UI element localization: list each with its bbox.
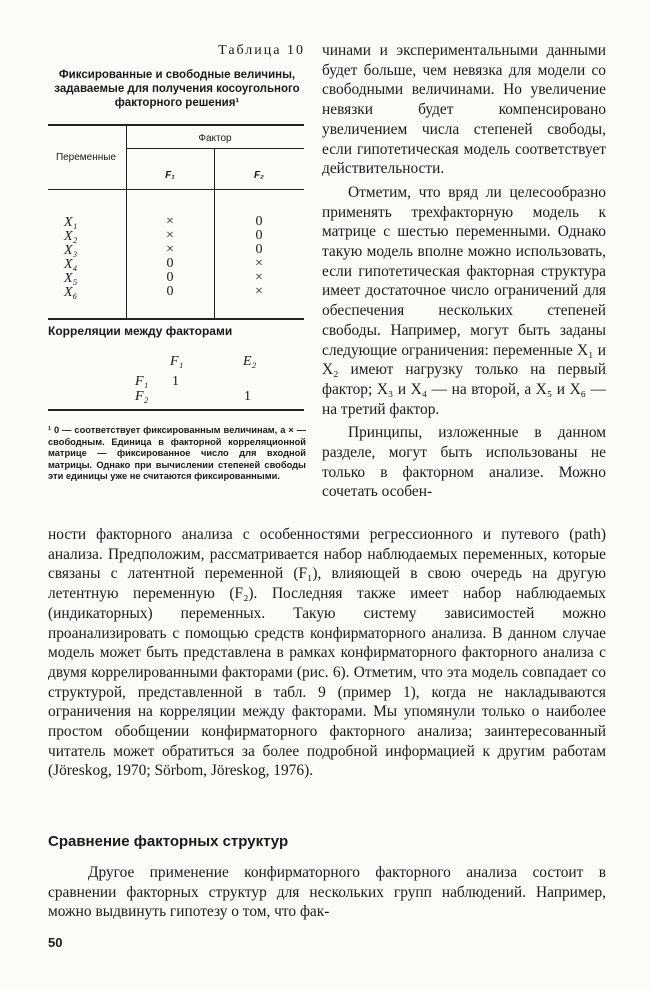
- table-bottom-rule: [48, 318, 304, 320]
- row-f2: ×: [255, 256, 263, 271]
- table-footnote: ¹ 0 — соответствует фиксированным величинам, а × — свободным. Единица в факторной корреляционной матрице — фиксированное число для входной матрицы. Однако при вычислении степеней свободы эти единицы уже не считаются фиксированными.: [48, 425, 306, 481]
- row-f2: ×: [255, 270, 263, 285]
- row-f2: ×: [255, 284, 263, 299]
- paragraph: Отметим, что вряд ли целесообразно применять трехфакторную модель к матрице с шестью переменными. Однако такую модель вполне можно использовать, если гипотетическая факторная структура имеет достаточное число ограничений для обеспечения нескольких степеней свободы. Например, могут быть заданы следующие ограничения: переменные X₁ и X₂ имеют нагрузку только на первый фактор; X₃ и X₄ — на второй, а X₅ и X₆ — на третий фактор.: [322, 183, 606, 418]
- corr-bottom-rule: [48, 409, 304, 411]
- factor-table: [48, 124, 304, 319]
- page-number: 50: [48, 935, 63, 950]
- paragraph: чинами и экспериментальными данными будет больше, чем невязка для модели со свободными величинами. Но увеличение невязки будет компенсировано увеличением числа степеней свободы, если гипотетическая модель соответствует действительности.: [322, 42, 606, 178]
- row-var: X₂: [64, 229, 78, 244]
- factor-f1-header: F₁: [165, 170, 175, 181]
- corr-col-e2: E₂: [243, 354, 257, 369]
- row-f1: ×: [166, 228, 174, 243]
- paragraph: Принципы, изложенные в данном разделе, могут быть использованы не только в факторном анализе. Можно сочетать особен-: [322, 424, 606, 501]
- row-f1: ×: [166, 242, 174, 257]
- row-var: X₃: [64, 243, 78, 258]
- variables-header: Переменные: [55, 152, 117, 163]
- row-var: X₁: [64, 215, 78, 230]
- table-top-rule: [48, 124, 304, 126]
- table-caption: Таблица 10: [218, 43, 305, 58]
- header-bottom-rule: [48, 189, 304, 190]
- factor-header: Фактор: [198, 133, 232, 144]
- row-var: X₅: [64, 271, 78, 286]
- section-heading: Сравнение факторных структур: [48, 833, 289, 850]
- corr-row-f1: F₁: [135, 374, 149, 389]
- corr-row-f2: F₂: [135, 389, 149, 404]
- row-f1: 0: [166, 270, 174, 285]
- row-f1: 0: [166, 284, 174, 299]
- row-f2: 0: [255, 242, 263, 257]
- row-f1: 0: [166, 256, 174, 271]
- row-f2: 0: [255, 214, 263, 229]
- corr-value-11: 1: [172, 374, 179, 389]
- right-column-text: [322, 41, 606, 502]
- row-var: X₆: [64, 285, 78, 300]
- row-f1: ×: [166, 214, 174, 229]
- factor-f2-header: F₂: [254, 170, 264, 181]
- row-f2: 0: [255, 228, 263, 243]
- full-width-paragraph: ности факторного анализа с особенностями регрессионного и путевого (path) анализа. Предположим, рассматривается набор наблюдаемых переменных, которые связаны с латентной переменной (F₁), влияющей в свою очередь на другую летентную переменную (F₂). Последняя также имеет набор наблюдаемых (индикаторных) переменных. Такую систему зависимостей можно проанализировать с помощью средств конфирматорного анализа. В данном случае модель может быть представлена в рамках конфирматорного факторного анализа с двумя коррелированными факторами (рис. 6). Отметим, что эта модель совпадает со структурой, представленной в табл. 9 (пример 1), когда не накладываются ограничения на корреляции между факторами. Мы упомянули только о наиболее простом обобщении конфирматорного факторного анализа; заинтересованный читатель может обратиться за более подробной информацией к другим работам (Jöreskog, 1970; Sörbom, Jöreskog, 1976).: [48, 526, 606, 780]
- table-vrule-1: [126, 124, 127, 319]
- section-paragraph: Другое применение конфирматорного факторного анализа состоит в сравнении факторных структур для нескольких групп наблюдений. Например, можно выдвинуть гипотезу о том, что фак-: [48, 864, 606, 921]
- corr-col-f1: F₁: [170, 354, 184, 369]
- corr-value-22: 1: [244, 389, 251, 404]
- correlations-title: Корреляции между факторами: [48, 324, 233, 338]
- factor-header-rule: [126, 148, 304, 149]
- row-var: X₄: [64, 257, 78, 272]
- table-title: Фиксированные и свободные величины, задаваемые для получения косоугольного факторного решения¹: [54, 69, 300, 109]
